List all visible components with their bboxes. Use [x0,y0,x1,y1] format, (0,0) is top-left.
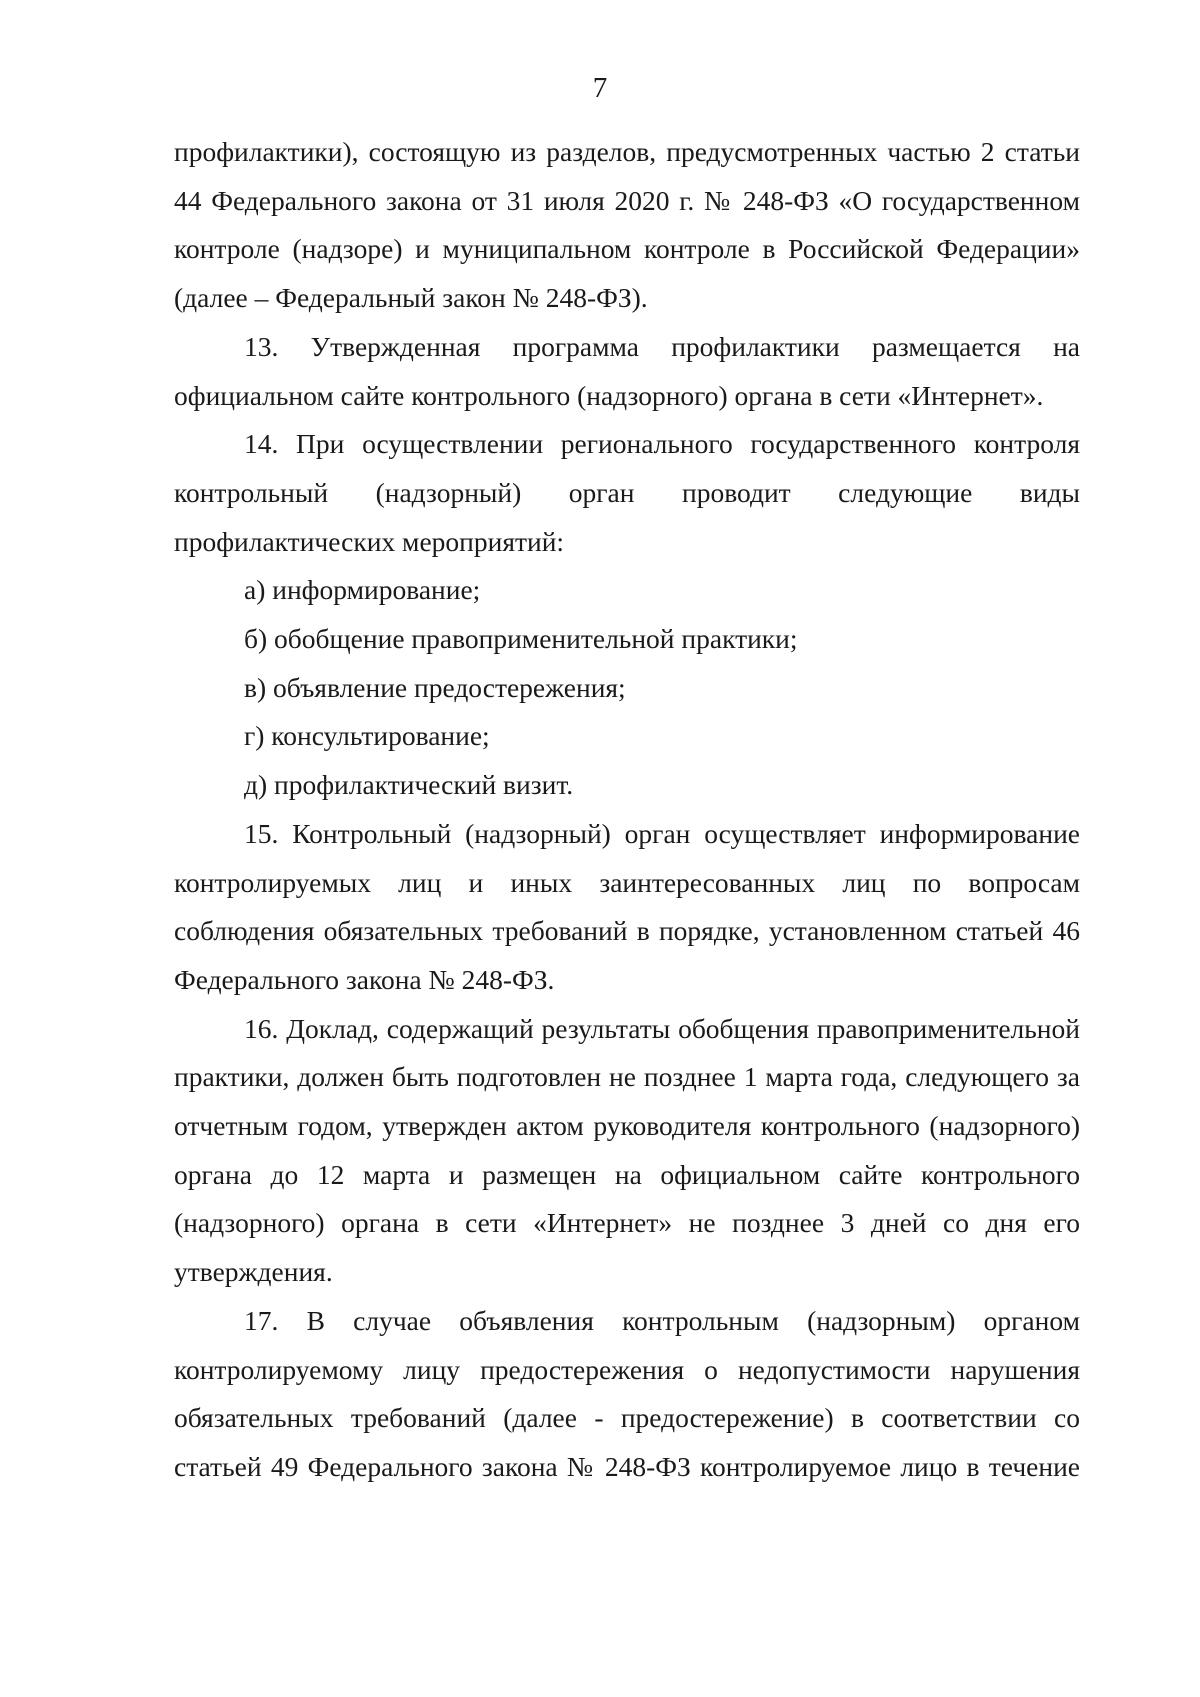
list-item-b: б) обобщение правоприменительной практики; [244,623,798,655]
paragraph-14: 14. При осуществлении регионального государственного контроля контрольный (надзорный) орган проводит следующие виды профилактических мероприятий: [174,428,1080,557]
list-item-d: д) профилактический визит. [244,769,574,801]
list-item-v: в) объявление предостережения; [244,671,626,703]
page-number: 7 [592,72,608,104]
paragraph-17: 17. В случае объявления контрольным (надзорным) органом контролируемому лицу предостережения о недопустимости нарушения обязательных требований (далее - предостережение) в соответствии со статьей 49 Федерального закона № 248-ФЗ контролируемое лицо в течение [174,1304,1080,1482]
list-item-g: г) консультирование; [244,720,490,752]
paragraph-16: 16. Доклад, содержащий результаты обобщения правоприменительной практики, должен быть подготовлен не позднее 1 марта года, следующего за отчетным годом, утвержден актом руководителя контрольного (надзорного) органа до 12 марта и размещен на официальном сайте контрольного (надзорного) органа в сети «Интернет» не позднее 3 дней со дня его утверждения. [174,1012,1080,1288]
paragraph-continuation: профилактики), состоящую из разделов, предусмотренных частью 2 статьи 44 Федерального закона от 31 июля 2020 г. № 248-ФЗ «О государственном контроле (надзоре) и муниципальном контроле в Российской Федерации» (далее – Федеральный закон № 248-ФЗ). [174,136,1080,314]
paragraph-13: 13. Утвержденная программа профилактики размещается на официальном сайте контрольного (надзорного) органа в сети «Интернет». [174,330,1080,411]
list-item-a: а) информирование; [244,574,481,606]
document-body [174,128,1080,1492]
paragraph-15: 15. Контрольный (надзорный) орган осуществляет информирование контролируемых лиц и иных заинтересованных лиц по вопросам соблюдения обязательных требований в порядке, установленном статьей 46 Федерального закона № 248-ФЗ. [174,817,1080,995]
